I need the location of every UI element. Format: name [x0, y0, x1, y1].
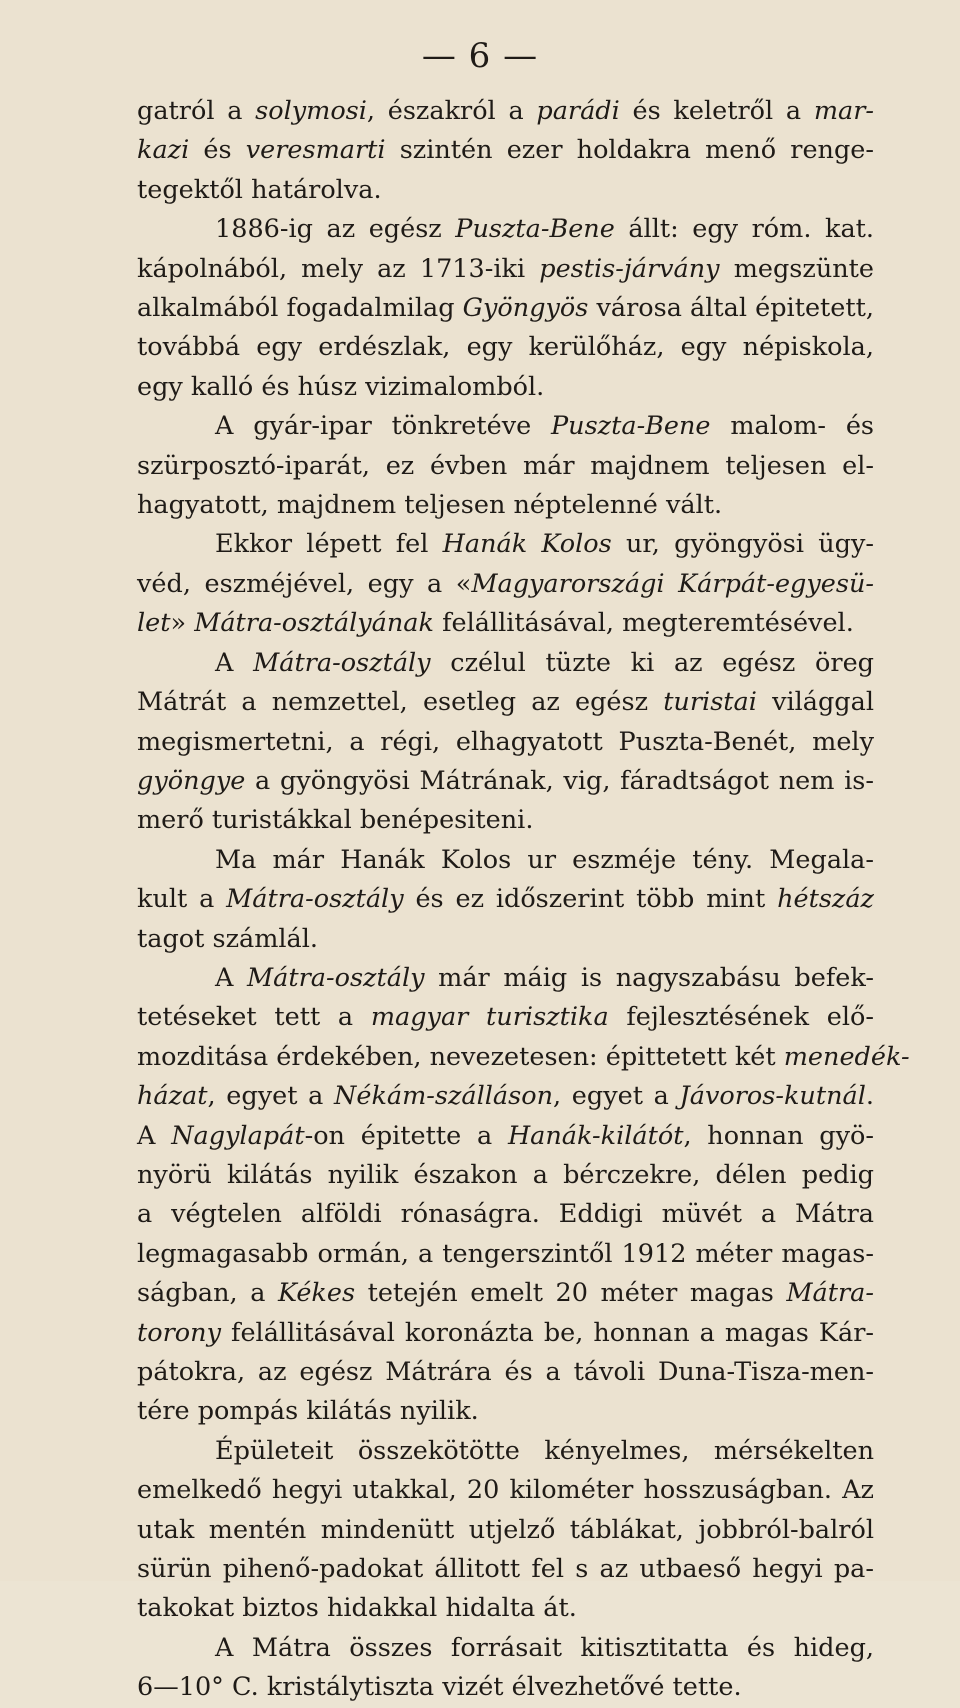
- text-line: emelkedő hegyi utakkal, 20 kilométer hosszuságban. Az: [137, 1475, 874, 1506]
- text-line: A Mátra-osztály már máig is nagyszabásu befek-: [215, 962, 874, 993]
- page-number: — 6 —: [421, 36, 539, 76]
- text-line: véd, eszméjével, egy a «Magyarországi Kárpát-egyesü-: [137, 568, 874, 599]
- text-line: Épületeit összekötötte kényelmes, mérsékelten: [215, 1435, 874, 1466]
- text-line: kápolnából, mely az 1713-iki pestis-járvány megszünte: [137, 253, 875, 284]
- text-line: szürposztó-iparát, ez évben már majdnem teljesen el-: [137, 450, 874, 481]
- text-line: nyörü kilátás nyilik északon a bérczekre, délen pedig: [137, 1159, 874, 1190]
- text-line: tegektől határolva.: [137, 174, 382, 205]
- text-line: merő turistákkal benépesiteni.: [137, 805, 534, 836]
- text-line: sürün pihenő-padokat állitott fel s az utbaeső hegyi pa-: [137, 1554, 874, 1585]
- text-line: továbbá egy erdészlak, egy kerülőház, egy népiskola,: [137, 332, 874, 363]
- text-line: torony felállitásával koronázta be, honnan a magas Kár-: [137, 1317, 874, 1348]
- text-line: A gyár-ipar tönkretéve Puszta-Bene malom- és: [215, 411, 874, 442]
- text-line: Ekkor lépett fel Hanák Kolos ur, gyöngyösi ügy-: [215, 529, 875, 560]
- text-line: egy kalló és húsz vizimalomból.: [137, 371, 545, 402]
- text-line: tére pompás kilátás nyilik.: [137, 1396, 479, 1427]
- text-line: gyöngye a gyöngyösi Mátrának, vig, fáradtságot nem is-: [137, 765, 874, 796]
- text-line: gatról a solymosi, északról a parádi és keletről a mar-: [137, 96, 875, 126]
- body-text: [137, 92, 910, 1708]
- text-line: megismertetni, a régi, elhagyatott Puszta-Benét, mely: [137, 726, 874, 757]
- text-line: hagyatott, majdnem teljesen néptelenné vált.: [137, 490, 723, 521]
- text-line: házat, egyet a Nékám-szálláson, egyet a Jávoros-kutnál.: [137, 1081, 874, 1112]
- text-line: 1886-ig az egész Puszta-Bene állt: egy róm. kat.: [215, 214, 874, 245]
- text-line: A Mátra-osztály czélul tüzte ki az egész öreg: [215, 647, 874, 678]
- text-line: let» Mátra-osztályának felállitásával, megteremtésével.: [137, 608, 854, 639]
- text-line: tetéseket tett a magyar turisztika fejlesztésének elő-: [137, 1002, 874, 1033]
- text-line: ságban, a Kékes tetején emelt 20 méter magas Mátra-: [137, 1278, 874, 1309]
- text-line: 6—10° C. kristálytiszta vizét élvezhetővé tette.: [137, 1672, 742, 1703]
- text-line: takokat biztos hidakkal hidalta át.: [137, 1593, 577, 1624]
- text-line: tagot számlál.: [137, 923, 319, 954]
- text-line: A Mátra összes forrásait kitisztitatta és hideg,: [215, 1632, 874, 1663]
- text-line: Mátrát a nemzettel, esetleg az egész turistai világgal: [137, 687, 874, 718]
- text-line: utak mentén mindenütt utjelző táblákat, jobbról-balról: [137, 1514, 874, 1545]
- text-line: alkalmából fogadalmilag Gyöngyös városa által épitetett,: [137, 293, 874, 324]
- text-line: Ma már Hanák Kolos ur eszméje tény. Megala-: [215, 844, 874, 875]
- text-line: kult a Mátra-osztály és ez időszerint több mint hétszáz: [137, 884, 874, 915]
- text-line: legmagasabb ormán, a tengerszintől 1912 méter magas-: [137, 1238, 874, 1269]
- text-line: pátokra, az egész Mátrára és a távoli Duna-Tisza-men-: [137, 1357, 874, 1387]
- text-line: kazi és veresmarti szintén ezer holdakra menő renge-: [137, 135, 875, 166]
- text-line: A Nagylapát-on épitette a Hanák-kilátót, honnan gyö-: [137, 1120, 875, 1151]
- text-line: a végtelen alföldi rónaságra. Eddigi müvét a Mátra: [137, 1199, 874, 1230]
- text-line: mozditása érdekében, nevezetesen: épittetett két menedék-: [137, 1041, 910, 1072]
